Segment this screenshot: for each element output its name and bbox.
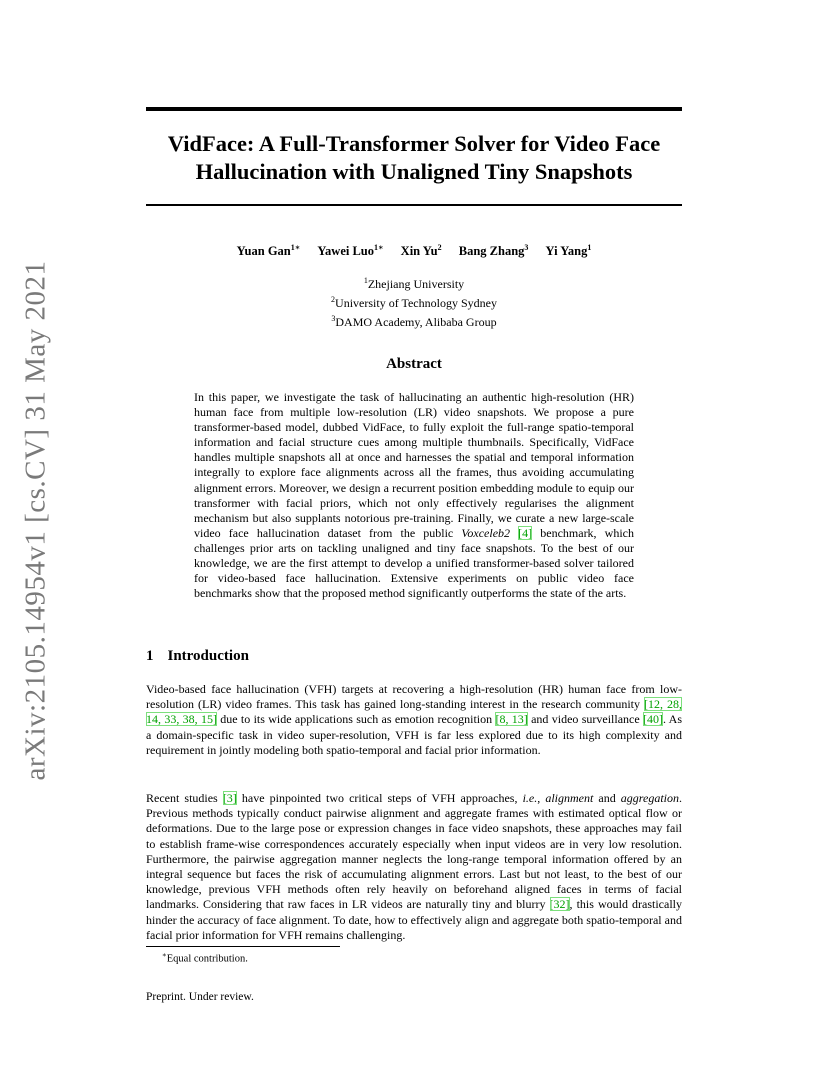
citation-link[interactable]: [3]	[222, 791, 237, 805]
dataset-name: Voxceleb2	[461, 525, 511, 540]
abstract-text: In this paper, we investigate the task of hallucinating an authentic high-resolution (HR) human face from multiple low-resolution (LR) video snapshots. We propose a pure transformer-based model, dubbed VidFace, to fully exploit the full-range spatio-temporal information and facial structure cues among multiple thumbnails. Specifically, VidFace handles multiple snapshots all at once and harnesses the spatial and temporal information integrally to explore face alignments across all the frames, thus avoiding accumulating alignment errors. Moreover, we design a recurrent position embedding module to equip our transformer with facial priors, which not only effectively regularises the alignment mechanism but also supplants notorious pre-training. Finally, we curate a new large-scale video face hallucination dataset from the public Voxceleb2 [4] benchmark, which challenges prior arts on tackling unaligned and tiny face snapshots. To the best of our knowledge, we are the first attempt to develop a unified transformer-based solver tailored for video-based face hallucination. Extensive experiments on public video face benchmarks show that the proposed method significantly outperforms the state of the arts.	[194, 390, 635, 601]
preprint-notice: Preprint. Under review.	[146, 991, 254, 1003]
affiliation: $^1$Zhejiang University	[363, 276, 465, 291]
author: Yawei Luo$^{1∗}$	[317, 243, 384, 259]
affiliation: $^3$DAMO Academy, Alibaba Group	[331, 314, 497, 329]
citation-link[interactable]: [32]	[549, 897, 570, 912]
affiliation: $^2$University of Technology Sydney	[331, 295, 497, 310]
abstract-heading: Abstract	[386, 356, 442, 372]
section-title: Introduction	[167, 648, 249, 664]
title-bottom-rule	[146, 204, 682, 206]
intro-paragraph-1: Video-based face hallucination (VFH) targets at recovering a high-resolution (HR) human face from low-resolution (LR) video frames. This task has gained long-standing interest in the research community [12, 28, 14, 33, 38, 15] due to its wide applications such as emotion recognition [8, 13] and video surveillance [40]. As a domain-specific task in video super-resolution, VFH is far less explored due to its high complexity and requirement in jointly modeling both spatio-temporal and facial prior information.	[146, 682, 683, 757]
footnote-rule	[146, 946, 340, 947]
citation-link[interactable]: [4]	[518, 525, 533, 540]
section-number: 1	[146, 648, 154, 664]
intro-paragraph-2: Recent studies [3] have pinpointed two critical steps of VFH approaches, i.e., alignment and aggregation. Previous methods typically conduct pairwise alignment and aggregate frames with estimated optical flow or deformations. Due to the large pose or expression changes in face video snapshots, these approaches may fail to establish frame-wise correspondences accurately especially when input videos are in very low resolution. Furthermore, the pairwise aggregation manner neglects the long-range temporal information offered by an integral sequence but faces the risk of accumulating alignment errors. Last but not least, to the best of our knowledge, previous VFH methods often rely heavily on beforehand aligned faces in terms of facial landmarks. Considering that raw faces in LR videos are naturally tiny and blurry [32], this would drastically hinder the accuracy of face alignment. To date, how to effectively align and aggregate both spatio-temporal and facial prior information for VFH remains challenging.	[146, 791, 683, 942]
citation-link[interactable]: [8, 13]	[495, 712, 528, 727]
affiliation-list	[146, 273, 682, 330]
citation-link[interactable]: [40]	[643, 712, 664, 727]
author: Yuan Gan$^{1∗}$	[236, 243, 301, 259]
author: Bang Zhang$^3$	[458, 243, 529, 259]
author: Yi Yang$^1$	[545, 243, 592, 259]
arxiv-stamp	[6, 259, 66, 781]
title-top-rule	[146, 107, 682, 111]
arxiv-id: arXiv:2105.14954v1 [cs.CV] 31 May 2021	[19, 259, 52, 781]
citation-link[interactable]: [12, 28, 14, 33, 38, 15]	[146, 697, 682, 727]
section-heading	[146, 648, 682, 665]
footnote: ∗Equal contribution.	[162, 951, 248, 965]
paper-title: VidFace: A Full-Transformer Solver for Video Face Hallucination with Unaligned Tiny Snapshots	[167, 131, 661, 184]
author: Xin Yu$^2$	[400, 243, 442, 259]
author-list	[146, 242, 682, 259]
